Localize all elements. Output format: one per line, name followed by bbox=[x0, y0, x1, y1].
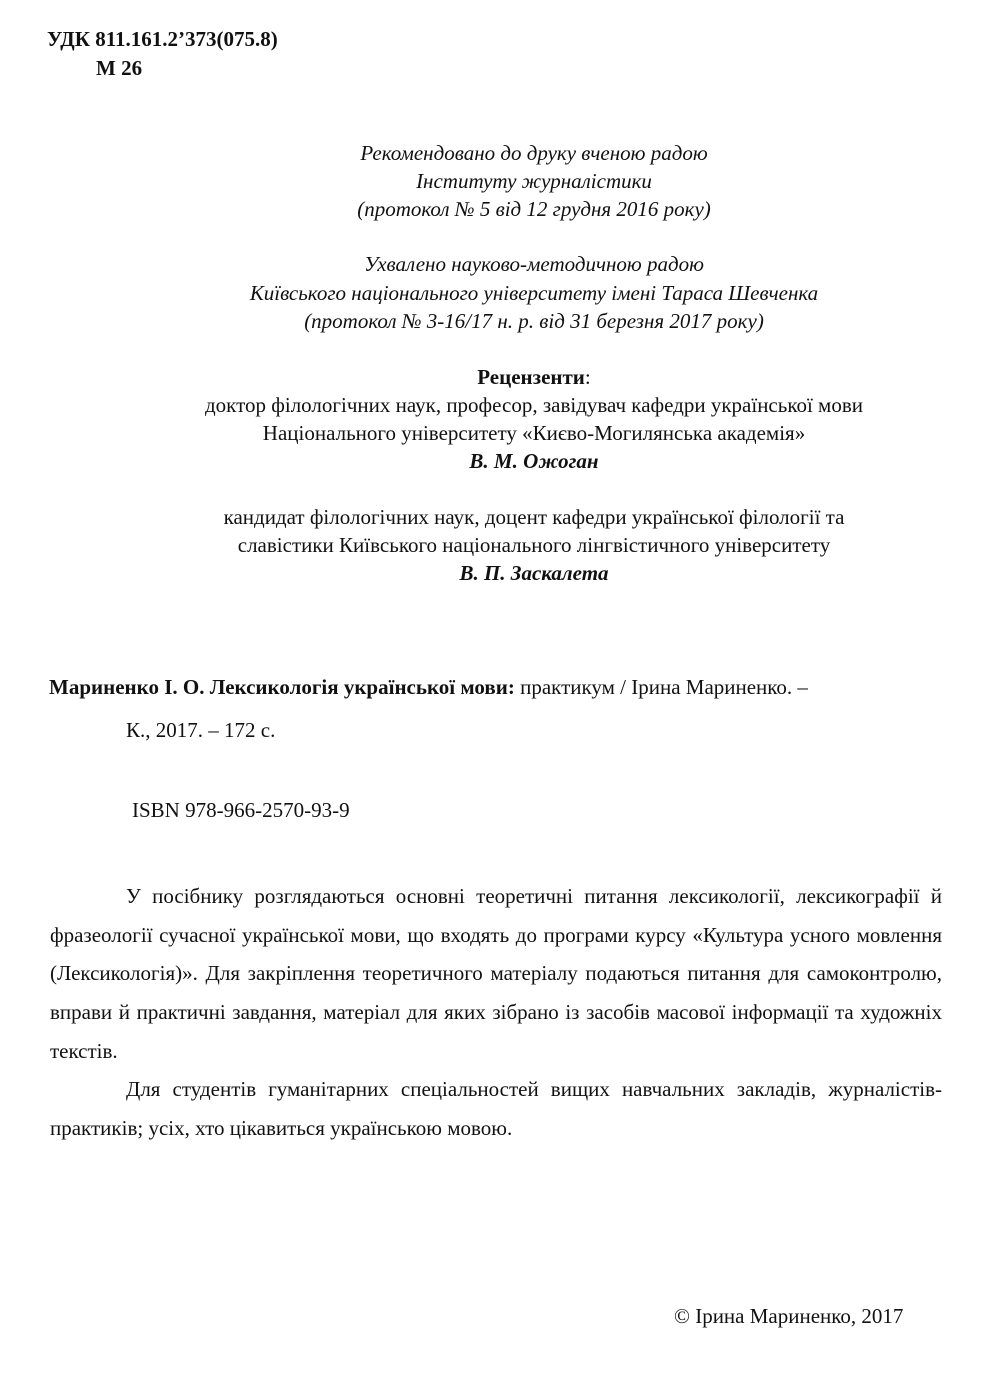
recommendation-line-2: Інституту журналістики bbox=[416, 169, 652, 193]
bibliographic-imprint: К., 2017. – 172 с. bbox=[126, 718, 276, 742]
reviewer-2-name: В. П. Заскалета bbox=[459, 561, 609, 585]
bibliographic-record bbox=[49, 674, 808, 700]
abstract-paragraph-2: Для студентів гуманітарних спеціальностей вищих навчальних закладів, журналістів-практиків; усіх, хто цікавиться українською мовою. bbox=[50, 1077, 942, 1140]
isbn: ISBN 978-966-2570-93-9 bbox=[132, 798, 350, 822]
reviewer-2-line-2: славістики Київського національного лінгвістичного університету bbox=[237, 533, 831, 557]
abstract bbox=[50, 877, 942, 1147]
copyright: © Ірина Мариненко, 2017 bbox=[674, 1304, 904, 1328]
author-mark: М 26 bbox=[96, 56, 143, 80]
recommendation-line-3: (протокол № 5 від 12 грудня 2016 року) bbox=[357, 197, 711, 221]
reviewer-1-line-2: Національного університету «Києво-Могилянська академія» bbox=[262, 421, 806, 445]
reviewer-1-name: В. М. Ожоган bbox=[469, 449, 599, 473]
approval-line-3: (протокол № 3-16/17 н. р. від 31 березня 2017 року) bbox=[304, 309, 764, 333]
bibliographic-description: практикум / Ірина Мариненко. – bbox=[514, 675, 808, 699]
udk-code: УДК 811.161.2’373(075.8) bbox=[47, 27, 278, 51]
reviewer-2-line-1: кандидат філологічних наук, доцент кафедри української філології та bbox=[223, 505, 845, 529]
recommendation-line-1: Рекомендовано до друку вченою радою bbox=[360, 141, 708, 165]
reviewers-heading-label: Рецензенти bbox=[477, 365, 585, 389]
reviewer-1-line-1: доктор філологічних наук, професор, завідувач кафедри української мови bbox=[205, 393, 863, 417]
approval-line-2: Київського національного університету імені Тараса Шевченка bbox=[249, 281, 819, 305]
approval-line-1: Ухвалено науково-методичною радою bbox=[364, 252, 704, 276]
reviewers-heading bbox=[0, 364, 999, 390]
bibliographic-author-title: Мариненко І. О. Лексикологія української мови: bbox=[49, 675, 515, 699]
reviewers-heading-colon: : bbox=[584, 365, 591, 389]
abstract-paragraph-1: У посібнику розглядаються основні теоретичні питання лексикології, лексикографії й фразеології сучасної української мови, що входять до програми курсу «Культура усного мовлення (Лексикологія)». Для закріплення теоретичного матеріалу подаються питання для самоконтролю, вправи й практичні завдання, матеріал для яких зібрано із засобів масової інформації та художніх текстів. bbox=[50, 884, 942, 1063]
